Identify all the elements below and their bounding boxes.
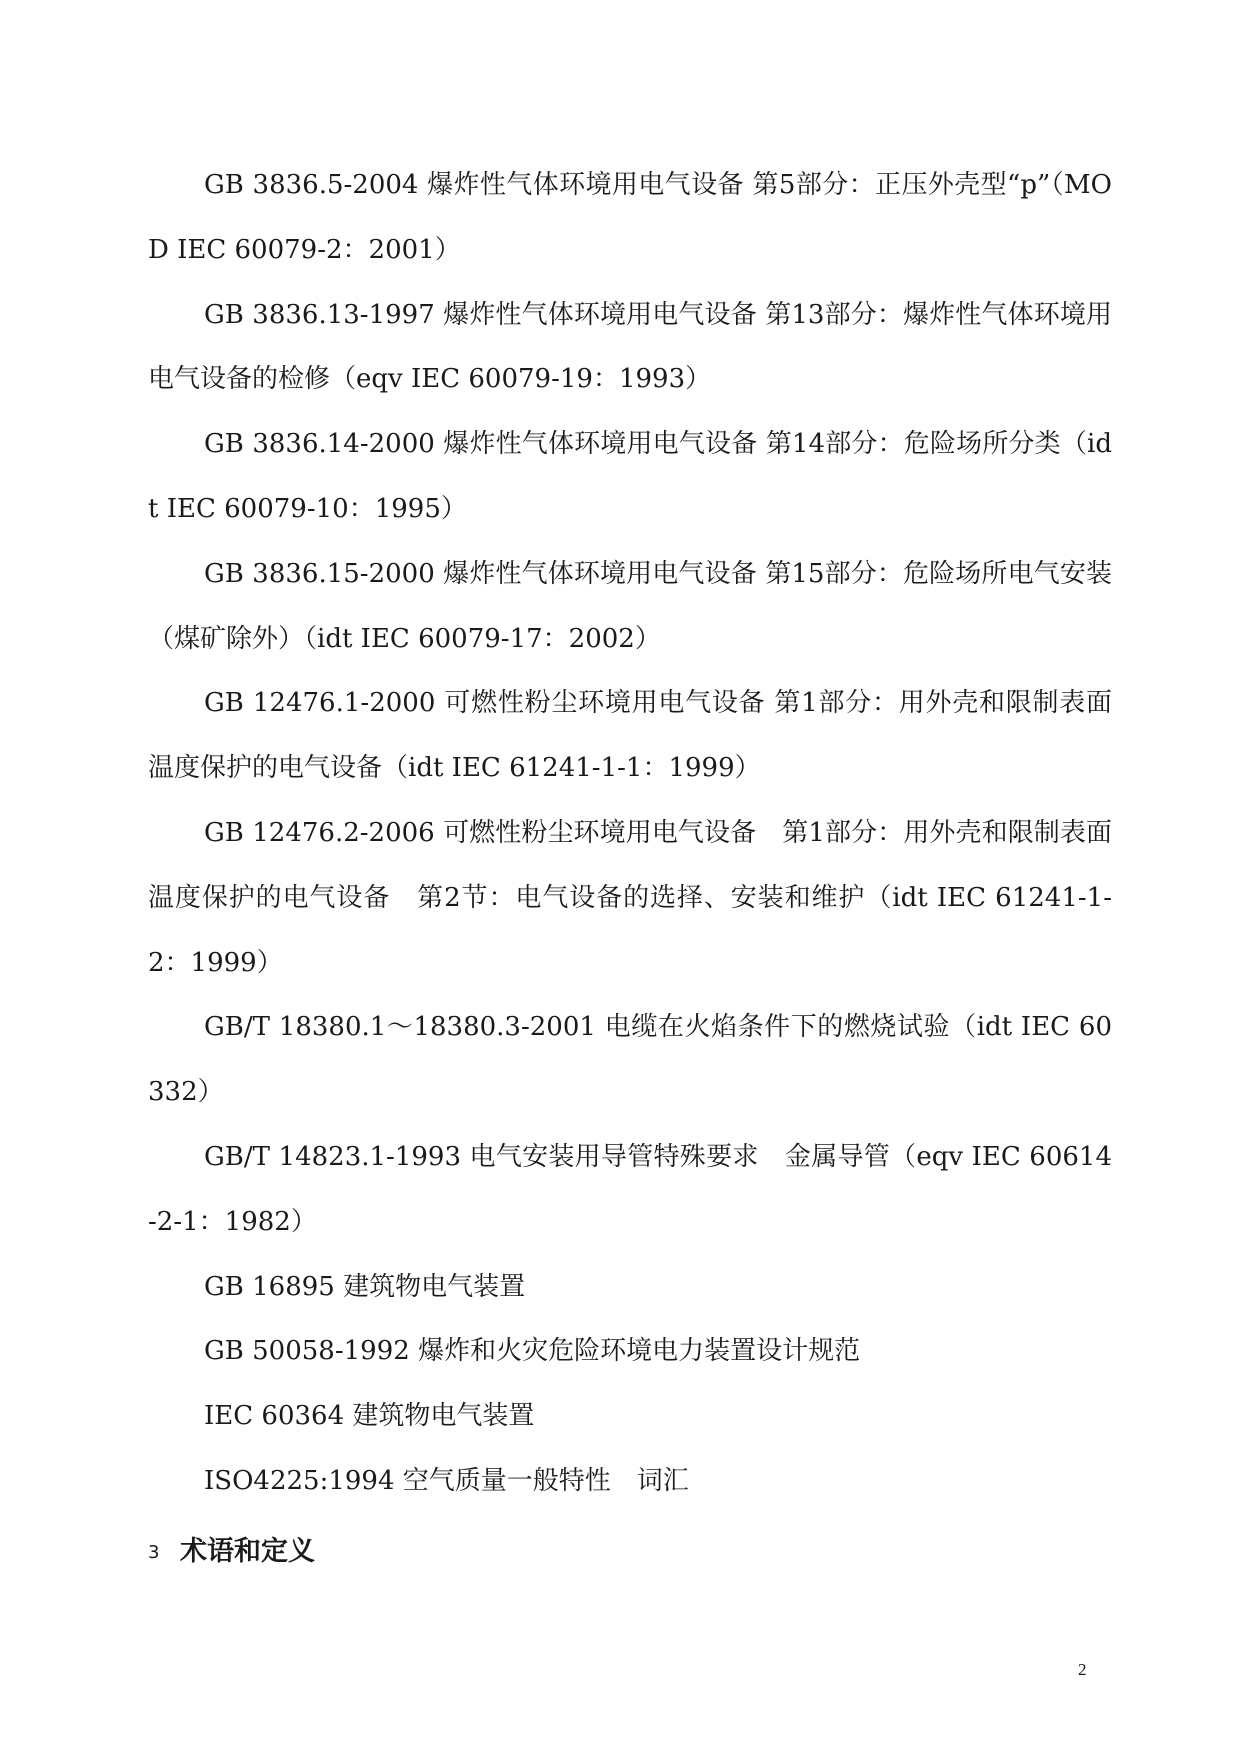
reference-gb-3836-14: GB 3836.14-2000 爆炸性气体环境用电气设备 第14部分：危险场所分类（idt IEC 60079-10：1995） [148,429,1112,524]
reference-gbt-18380: GB/T 18380.1～18380.3-2001 电缆在火焰条件下的燃烧试验（idt IEC 60332） [148,1012,1112,1108]
reference-gb-3836-15: GB 3836.15-2000 爆炸性气体环境用电气设备 第15部分：危险场所电气安装（煤矿除外）（idt IEC 60079-17：2002） [148,558,1112,654]
reference-gb-16895: GB 16895 建筑物电气装置 [204,1271,526,1302]
reference-gb-50058: GB 50058-1992 爆炸和火灾危险环境电力装置设计规范 [204,1336,861,1367]
reference-iso-4225: ISO4225:1994 空气质量一般特性 词汇 [204,1465,689,1496]
section-heading [148,1532,315,1573]
page-number: 2 [1078,1660,1087,1679]
section-title: 术语和定义 [180,1536,315,1567]
reference-gb-3836-5: GB 3836.5-2004 爆炸性气体环境用电气设备 第5部分：正压外壳型“p”（MOD IEC 60079-2：2001） [148,170,1112,265]
reference-gbt-14823-1: GB/T 14823.1-1993 电气安装用导管特殊要求 金属导管（eqv IEC 60614-2-1：1982） [148,1141,1112,1237]
reference-gb-3836-13: GB 3836.13-1997 爆炸性气体环境用电气设备 第13部分：爆炸性气体环境用电气设备的检修（eqv IEC 60079-19：1993） [148,299,1112,395]
section-number: 3 [148,1542,160,1563]
reference-gb-12476-1: GB 12476.1-2000 可燃性粉尘环境用电气设备 第1部分：用外壳和限制表面温度保护的电气设备（idt IEC 61241-1-1：1999） [148,688,1112,784]
reference-gb-12476-2: GB 12476.2-2006 可燃性粉尘环境用电气设备 第1部分：用外壳和限制表面温度保护的电气设备 第2节：电气设备的选择、安装和维护（idt IEC 61241-1-2：1999） [148,817,1112,978]
normative-references-list [148,153,1112,1514]
reference-iec-60364: IEC 60364 建筑物电气装置 [204,1401,535,1432]
